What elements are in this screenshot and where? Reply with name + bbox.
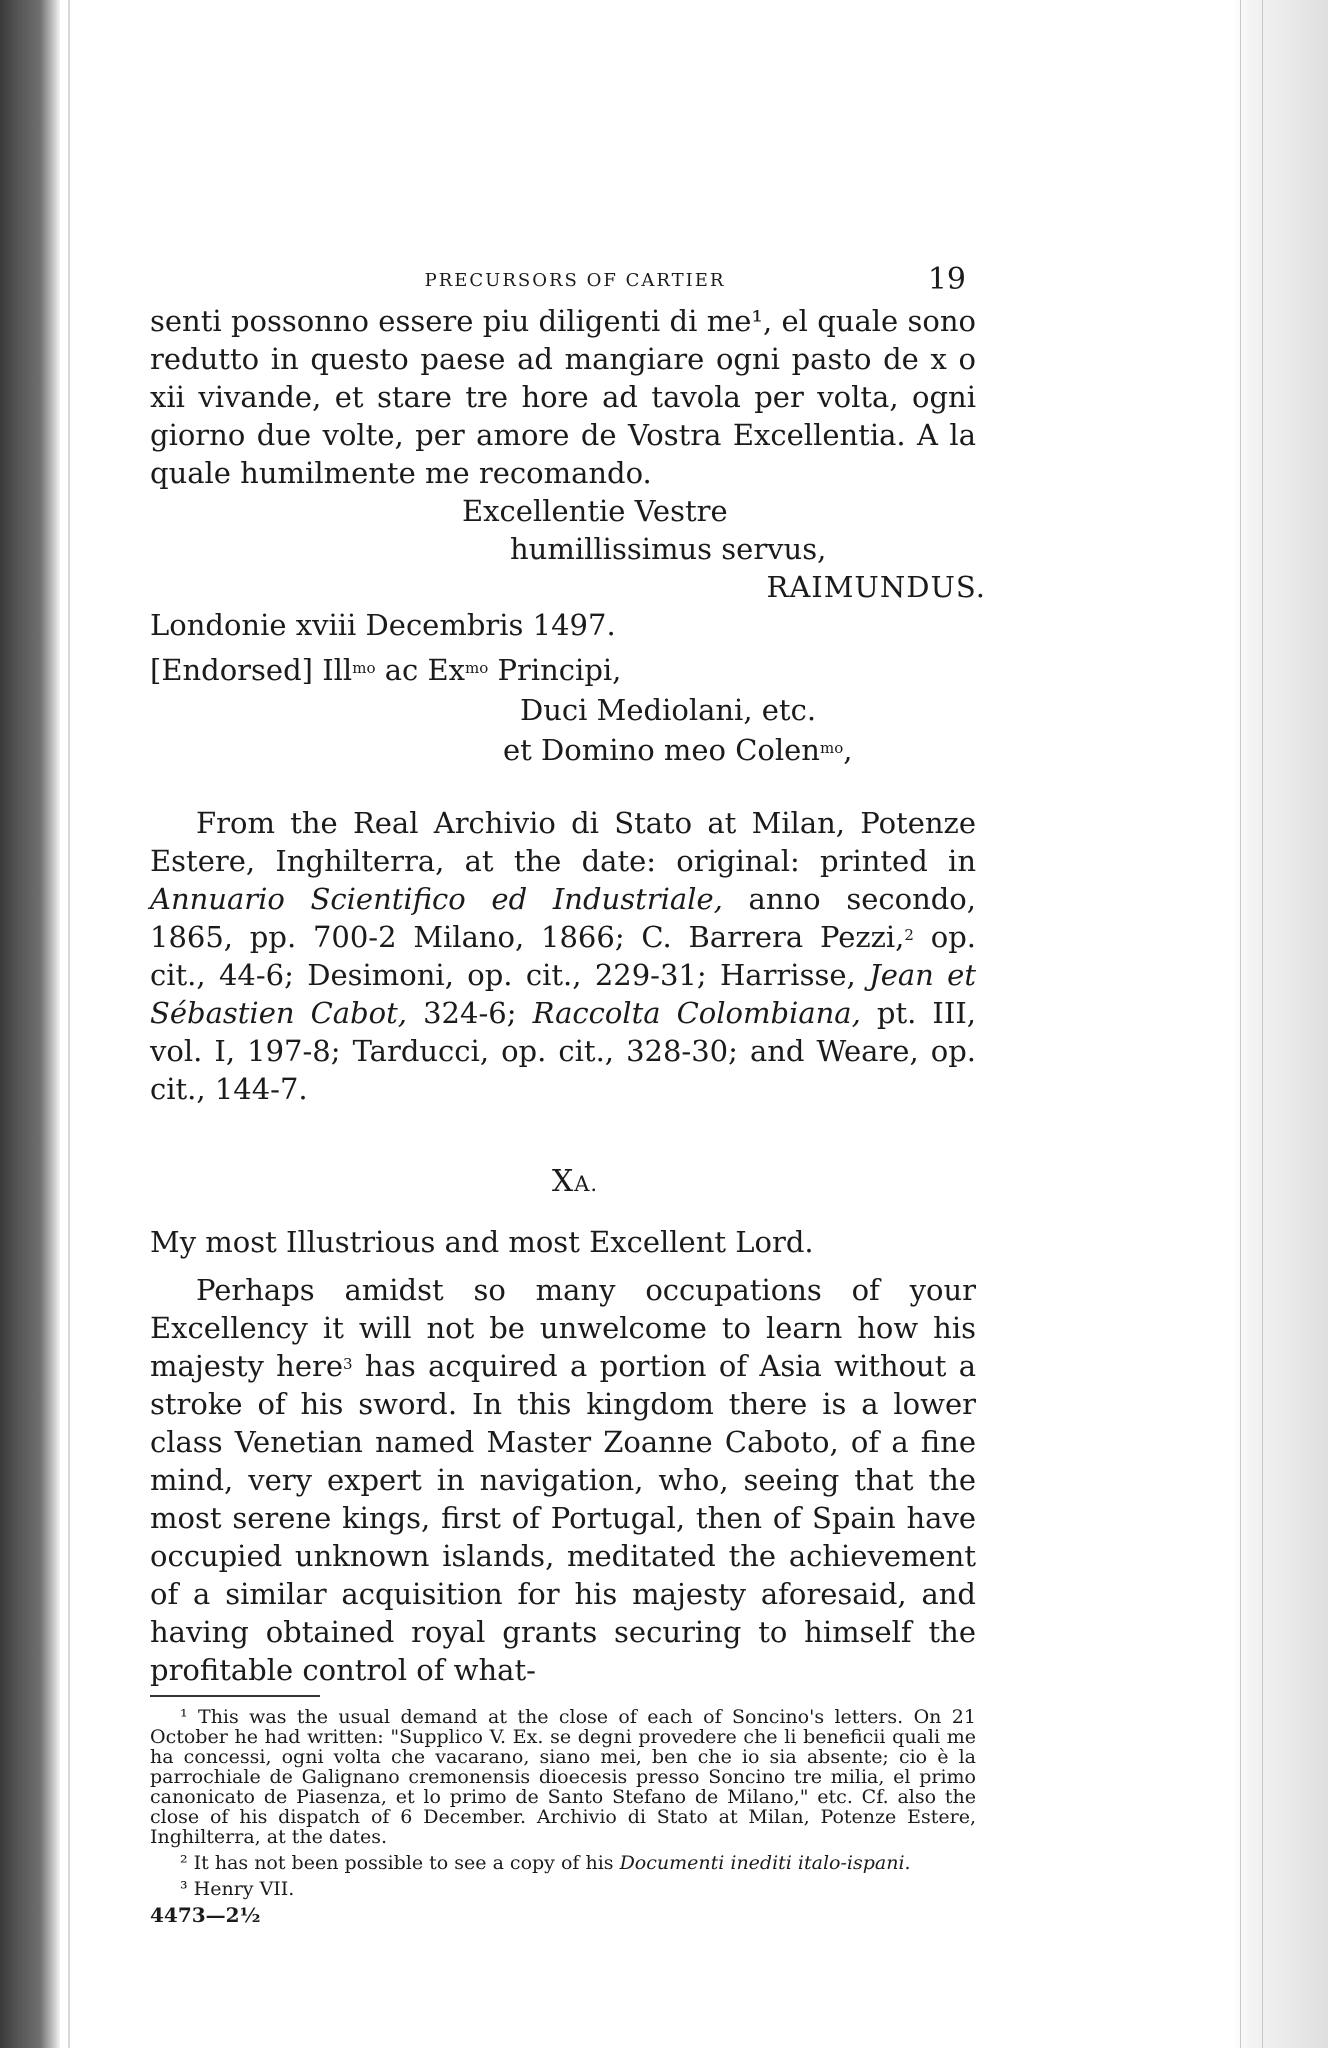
footnote-2 (150, 1853, 976, 1873)
letter-dateline: Londonie xviii Decembris 1497. (150, 608, 616, 642)
endorsement-line-3 (150, 730, 1000, 770)
endorsement-label: [Endorsed] (150, 653, 313, 687)
page-edge-line (1262, 0, 1263, 2048)
salutation: My most Illustrious and most Excellent Lord. (150, 1225, 814, 1259)
footnote-title: Documenti inediti italo-ispani. (619, 1852, 911, 1874)
footnote-ref: 3 (343, 1355, 353, 1373)
superscript: mo (464, 659, 489, 677)
running-head-title: PRECURSORS OF CARTIER (424, 270, 726, 291)
translation-paragraph (150, 1271, 976, 1689)
footnote-ref: 2 (904, 926, 914, 944)
running-head (150, 262, 1000, 302)
source-title: Raccolta Colombiana, (532, 996, 861, 1030)
source-title: Annuario Scientifico ed Industriale, (150, 882, 723, 916)
letter-signature: RAIMUNDUS. (766, 570, 986, 604)
letter-closing (150, 492, 1000, 606)
page-right-edge (1232, 0, 1328, 2048)
page-gutter-line (68, 0, 70, 2048)
source-text: pt. III, vol. I, 197-8; Tarducci, op. cit., 328-30; and Weare, op. cit., 144-7. (150, 996, 977, 1106)
translation-text: has acquired a portion of Asia without a stroke of his sword. In this kingdom there is a lower class Venetian named Master Zoanne Caboto, of a fine mind, very expert in navigation, who, seeing that the most serene kings, first of Portugal, then of Spain have occupied unknown islands, meditated the achievement of a similar acquisition for his majesty aforesaid, and having obtained royal grants securing to himself the profitable control of what- (150, 1349, 976, 1687)
source-text: anno secondo, 1865, pp. 700-2 Milano, 1866; C. Barrera Pezzi, (150, 882, 976, 954)
endorsement-text: et Domino meo Colen (503, 733, 820, 767)
printer-signature-mark: 4473—2½ (150, 1903, 261, 1927)
superscript: mo (819, 739, 844, 757)
endorsement-text: ac Ex (375, 653, 465, 687)
source-note (150, 804, 976, 1108)
footnote-rule (150, 1695, 320, 1697)
section-heading-small: A. (574, 1172, 599, 1196)
page-edge-line (1240, 0, 1241, 2048)
endorsement-text: Principi, (488, 653, 622, 687)
footnote-1: ¹ This was the usual demand at the close of each of Soncino's letters. On 21 October he had written: "Supplico V. Ex. se degni provedere che li beneficii quali me ha concessi, ogni volta che vacarano, siano mei, ben che io sia absente; cio è la parrochiale de Galignano cremonensis dioecesis presso Soncino tre milia, el primo canonicato de Piasenza, et lo primo de Santo Stefano de Milano," etc. Cf. also the close of his dispatch of 6 December. Archivio di Stato at Milan, Potenze Estere, Inghilterra, at the dates. (150, 1706, 976, 1848)
footnote-text: ² It has not been possible to see a copy of his (180, 1852, 620, 1874)
superscript: mo (352, 659, 376, 677)
book-binding-edge (0, 0, 60, 2048)
endorsement (150, 650, 1000, 770)
endorsement-line-2: Duci Mediolani, etc. (520, 693, 817, 727)
footnotes (150, 1707, 976, 1925)
endorsement-line-1 (150, 650, 1000, 690)
endorsement-text: Ill (322, 653, 353, 687)
source-text: From the Real Archivio di Stato at Milan, Potenze Estere, Inghilterra, at the date: original: printed in (150, 806, 976, 878)
source-text: 324-6; (407, 996, 533, 1030)
source-title: Jean et Sébastien Cabot, (150, 958, 976, 1030)
letter-paragraph: senti possonno essere piu diligenti di me¹, el quale sono redutto in questo paese ad mangiare ogni pasto de x o xii vivande, et stare tre hore ad tavola per volta, ogni giorno due volte, per amore de Vostra Excellentia. A la quale humilmente me recomando. (150, 304, 976, 490)
book-page (150, 262, 1000, 1925)
source-text: op. cit., 44-6; Desimoni, op. cit., 229-31; Harrisse, (150, 920, 976, 992)
footnote-3: ³ Henry VII. (180, 1878, 295, 1900)
translation-text: Perhaps amidst so many occupations of your Excellency it will not be unwelcome to learn how his majesty here (150, 1273, 976, 1383)
endorsement-text: , (843, 733, 853, 767)
closing-line-1: Excellentie Vestre (462, 494, 728, 528)
closing-line-2: humillissimus servus, (510, 532, 827, 566)
section-heading-main: X (551, 1164, 575, 1199)
section-heading (150, 1164, 1000, 1199)
page-number: 19 (927, 262, 966, 297)
